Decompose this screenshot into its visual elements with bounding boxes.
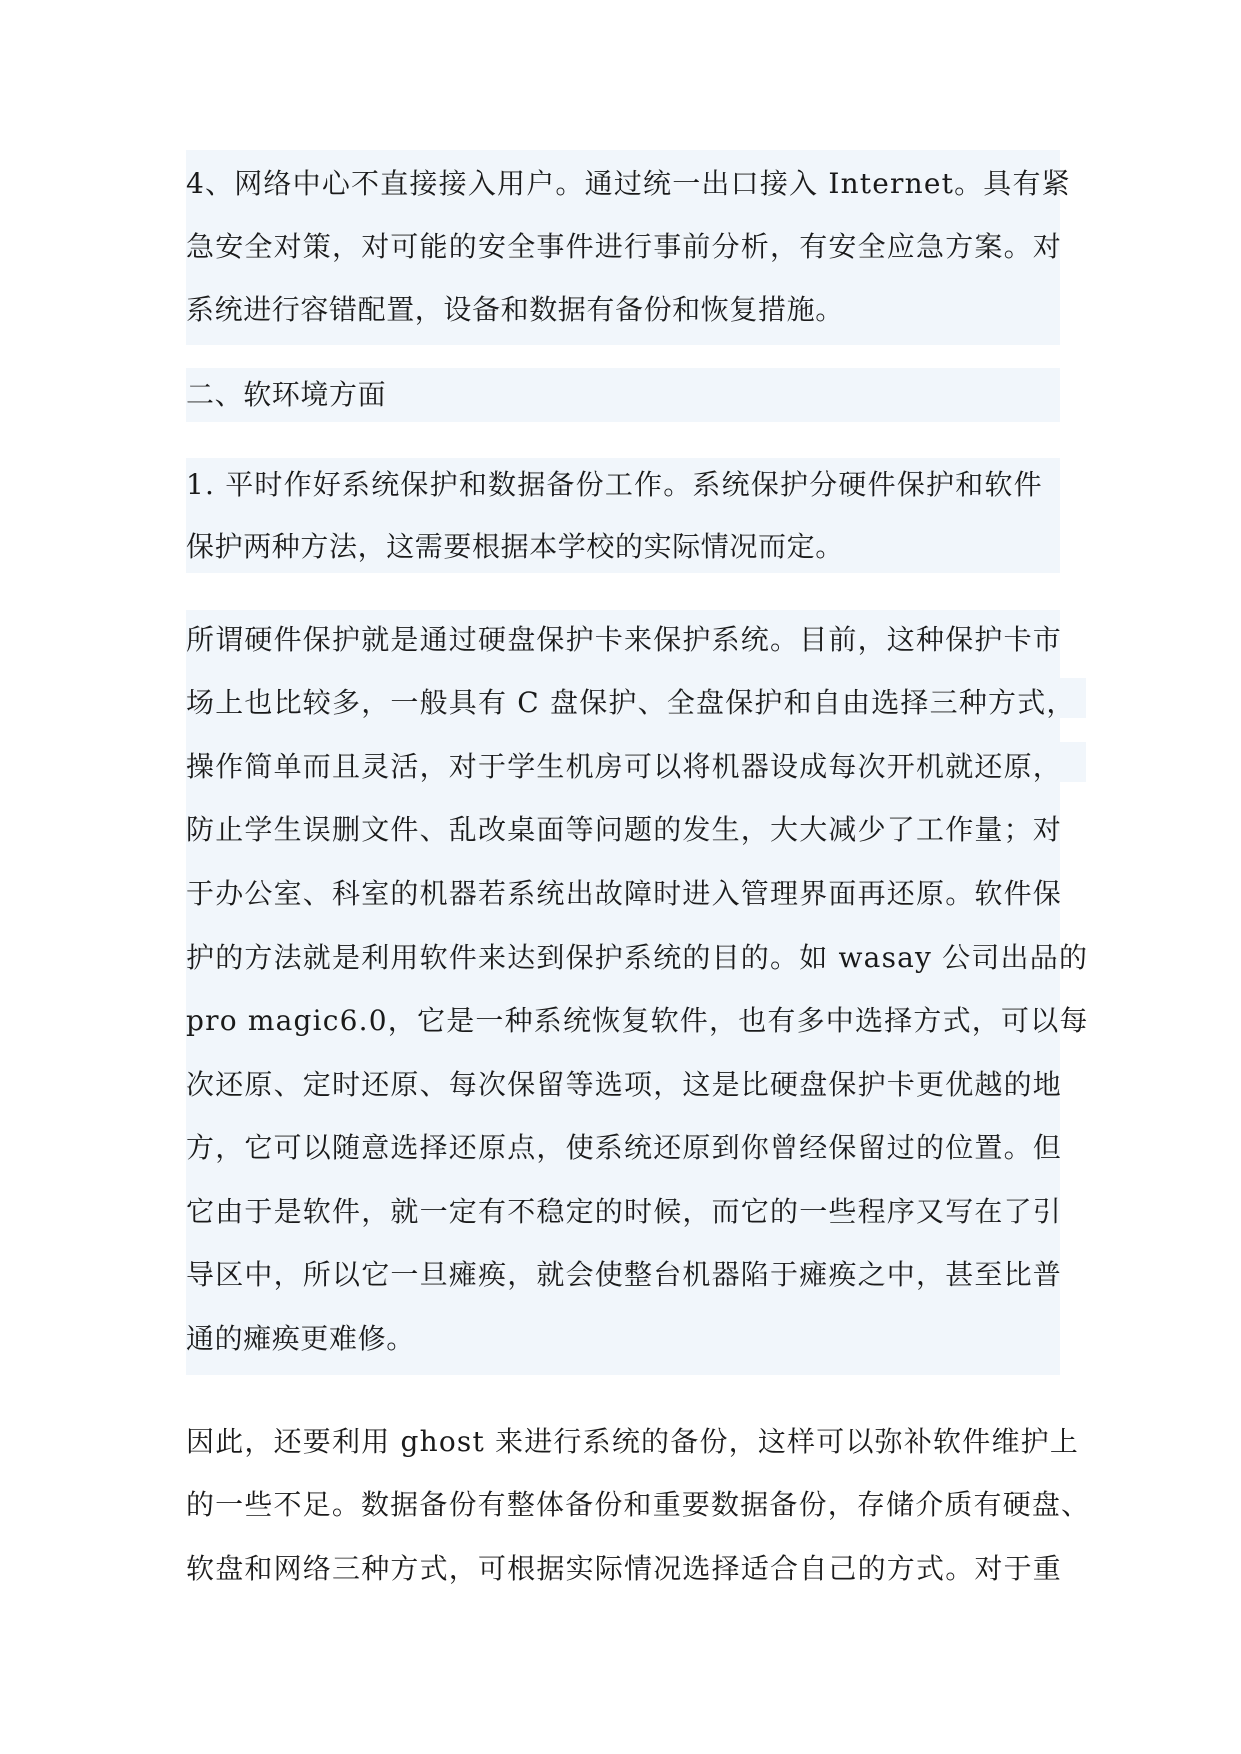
text-line: 护的方法就是利用软件来达到保护系统的目的。如 wasay 公司出品的 bbox=[186, 941, 1089, 974]
section-heading: 二、软环境方面 bbox=[186, 378, 387, 411]
text-line: 它由于是软件，就一定有不稳定的时候，而它的一些程序又写在了引 bbox=[186, 1195, 1063, 1228]
text-line: 因此，还要利用 ghost 来进行系统的备份，这样可以弥补软件维护上 bbox=[186, 1425, 1080, 1458]
text-line: pro magic6.0，它是一种系统恢复软件，也有多中选择方式，可以每 bbox=[186, 1004, 1089, 1037]
paragraph-ghost-backup bbox=[186, 1412, 1091, 1612]
line-highlight bbox=[1060, 742, 1086, 782]
text-line: 次还原、定时还原、每次保留等选项，这是比硬盘保护卡更优越的地 bbox=[186, 1068, 1063, 1101]
paragraph-item-1 bbox=[186, 458, 1060, 573]
text-line: 导区中，所以它一旦瘫痪，就会使整台机器陷于瘫痪之中，甚至比普 bbox=[186, 1258, 1063, 1291]
paragraph-network-center bbox=[186, 150, 1071, 345]
text-line: 的一些不足。数据备份有整体备份和重要数据备份，存储介质有硬盘、 bbox=[186, 1488, 1091, 1521]
text-line: 通的瘫痪更难修。 bbox=[186, 1322, 415, 1355]
text-line: 系统进行容错配置，设备和数据有备份和恢复措施。 bbox=[186, 293, 844, 326]
section-heading-software bbox=[186, 368, 1060, 422]
text-line: 场上也比较多，一般具有 C 盘保护、全盘保护和自由选择三种方式， bbox=[186, 686, 1076, 719]
text-line: 1. 平时作好系统保护和数据备份工作。系统保护分硬件保护和软件 bbox=[186, 468, 1043, 501]
text-line: 4、网络中心不直接接入用户。通过统一出口接入 Internet。具有紧 bbox=[186, 167, 1071, 200]
text-line: 软盘和网络三种方式，可根据实际情况选择适合自己的方式。对于重 bbox=[186, 1552, 1063, 1585]
paragraph-hardware-protection bbox=[186, 610, 1089, 1375]
text-line: 保护两种方法，这需要根据本学校的实际情况而定。 bbox=[186, 530, 844, 563]
text-line: 操作简单而且灵活，对于学生机房可以将机器设成每次开机就还原， bbox=[186, 750, 1063, 783]
text-line: 于办公室、科室的机器若系统出故障时进入管理界面再还原。软件保 bbox=[186, 877, 1063, 910]
text-line: 方，它可以随意选择还原点，使系统还原到你曾经保留过的位置。但 bbox=[186, 1131, 1063, 1164]
text-line: 急安全对策，对可能的安全事件进行事前分析，有安全应急方案。对 bbox=[186, 230, 1063, 263]
text-line: 防止学生误删文件、乱改桌面等问题的发生，大大减少了工作量；对 bbox=[186, 813, 1063, 846]
text-line: 所谓硬件保护就是通过硬盘保护卡来保护系统。目前，这种保护卡市 bbox=[186, 623, 1063, 656]
